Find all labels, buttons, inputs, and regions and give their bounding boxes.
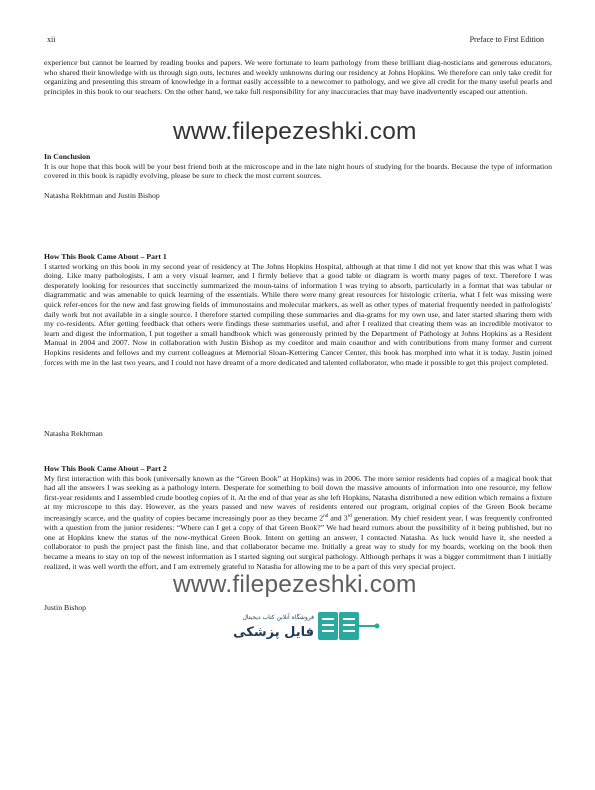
conclusion-section: [44, 152, 552, 181]
watermark-url-bottom: www.filepezeshki.com: [173, 571, 417, 598]
part2-signature: Justin Bishop: [44, 603, 86, 612]
page-header: [47, 35, 544, 44]
part2-heading: How This Book Came About – Part 2: [44, 464, 167, 473]
conclusion-heading: In Conclusion: [44, 152, 91, 161]
watermark-url-top: www.filepezeshki.com: [173, 118, 417, 145]
part1-heading: How This Book Came About – Part 1: [44, 252, 167, 261]
logo-icon: [232, 606, 382, 646]
svg-text:فروشگاه آنلاین کتاب دیجیتال: فروشگاه آنلاین کتاب دیجیتال: [242, 614, 314, 621]
page-number: xii: [47, 35, 56, 44]
intro-paragraph: [44, 58, 552, 96]
intro-text: experience but cannot be learned by reading books and papers. We were fortunate to learn pathology from these brilliant diag-nosticians and generous educators, who shared their knowledge with us through sign outs, lectures and weekly unknowns during our residency at Johns Hopkins. We therefore can only take credit for organizing and presenting this stream of knowledge in a format easily accessible to a newcomer to pathology, and we give all credit for the many useful pearls and principles in this book to our teachers. On the other hand, we take full responsibility for any inaccuracies that may have inadvertently escaped our attention.: [44, 58, 552, 96]
conclusion-body: It is our hope that this book will be your best friend both at the microscope and in the late night hours of studying for the boards. Because the type of information covered in this book is rapidly evolving, please be sure to check the most current sources.: [44, 161, 552, 181]
part2-section: [44, 464, 552, 571]
filepezeshki-logo: [232, 606, 382, 646]
svg-text:فایل پزشکی: فایل پزشکی: [233, 625, 314, 640]
part1-signature: Natasha Rekhtman: [44, 429, 103, 438]
part1-section: [44, 252, 552, 367]
conclusion-signature: Natasha Rekhtman and Justin Bishop: [44, 191, 160, 200]
part2-body: My first interaction with this book (universally known as the “Green Book” at Hopkins) was in 2006. The more senior residents had copies of a magical book that had all the answers I was seeking as a pathology intern. Desperate for something to boil down the massive amounts of information into one resource, my fellow first-year residents and I assembled crude bootleg copies of it. At the end of that year as she left Hopkins, Natasha distributed a new edition which remains a fixture at my microscope to this day. However, as the years passed and new waves of residents entered our program, original copies of the Green Book became increasingly scarce, and the quality of copies became increasingly poor as they became 2nd and 3rd generation. My chief resident year, I was frequently confronted with a question from the junior residents: “Where can I get a copy of that Green Book?” We had heard rumors about the possibility of it being published, but no one at Hopkins knew the status of the now-mythical Green Book. Intent on getting an answer, I contacted Natasha. As luck would have it, she needed a collaborator to push the project past the finish line, and that collaborator became me. Initially a great way to study for my boards, working on the book then became a means to stay on top of the newest information as I started signing out surgical pathology. Although perhaps it was a bigger commitment than I initially realized, it was well worth the effort, and I am extremely grateful to Natasha for allowing me to be a part of this very special project.: [44, 473, 552, 571]
running-title: Preface to First Edition: [469, 35, 544, 44]
part1-body: I started working on this book in my second year of residency at The Johns Hopkins Hospital, although at that time I did not yet know that this was what I was doing. Like many pathologists, I am a very visual learner, and I firmly believe that a good table or diagram is worth many pages of text. Therefore I was desperately looking for resources that succinctly summarized the moun-tains of information I was trying to absorb, particularly in a format that was tabular or diagrammatic and was amenable to quick learning of the essentials. While there were many great resources for histologic criteria, what I felt was missing were quick refer-ences for the new and fast growing fields of immunostains and molecular markers, as well as other types of material frequently needed in pathologists' daily work but not available in a single source. I therefore started compiling these summaries and dia-grams for my own use, and later started sharing them with my co-residents. After getting feedback that others were findings these summaries useful, and after I realized that creating them was an incredible motivator to learn and digest the information, I put together a small handbook which was generously printed by the Department of Pathology at Johns Hopkins as a Resident Manual in 2004 and 2007. Now in collaboration with Justin Bishop as my coeditor and main coauthor and with contributions from many former and current Hopkins residents and fellows and my current colleagues at Memorial Sloan-Kettering Cancer Center, this book has morphed into what it is today. Justin joined forces with me in the last two years, and I could not have dreamt of a more dedicated and talented collaborator, who made it possible to get this project completed.: [44, 261, 552, 367]
